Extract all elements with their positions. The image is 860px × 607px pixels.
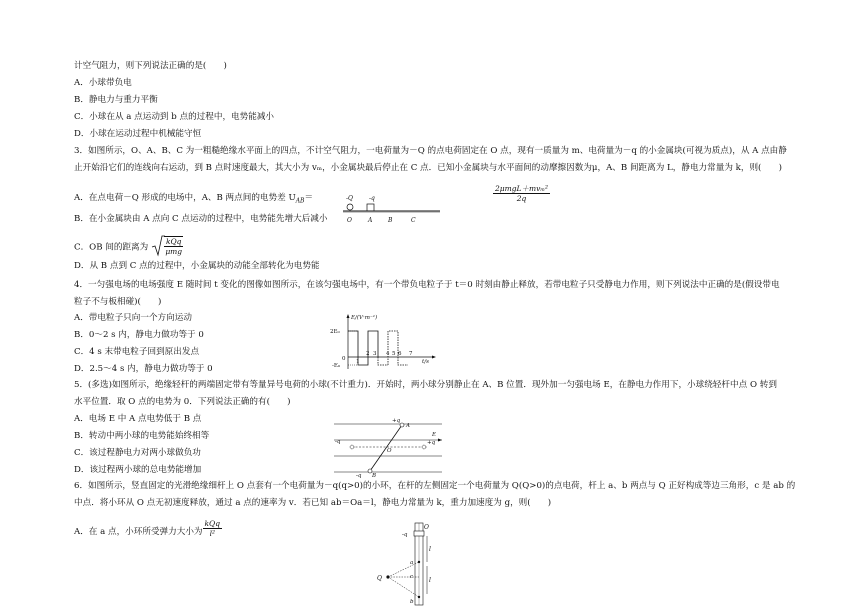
svg-text:2: 2: [366, 351, 370, 357]
svg-text:5: 5: [392, 351, 396, 357]
q4-option-c: C．4 s 末带电粒子回到原出发点: [74, 347, 200, 357]
q5-option-a: A．电场 E 中 A 点电势低于 B 点: [74, 414, 202, 424]
q4-option-d: D．2.5～4 s 内，静电力做功等于 0: [74, 364, 213, 374]
sqrt-icon: [151, 235, 165, 257]
question-4-stem: 4．一匀强电场的电场强度 E 随时间 t 变化的图像如图所示，在该匀强电场中，有一个带负电粒子于 t＝0 时刻由静止释放，若带电粒子只受静电力作用，则下列说法中正确的是(假设带电: [74, 280, 780, 290]
q6-figure: [372, 520, 442, 606]
question-4-stem-cont: 粒子不与板相碰)( ): [74, 297, 162, 307]
svg-text:E: E: [432, 432, 437, 438]
svg-text:B: B: [388, 217, 393, 224]
svg-text:b: b: [410, 599, 414, 605]
question-5-stem: 5．(多选)如图所示，绝缘轻杆的两端固定带有等量异号电荷的小球(不计重力)．开始时，两小球分别静止在 A、B 位置．现外加一匀强电场 E，在静电力作用下，小球绕轻杆中点 O 转到: [74, 380, 777, 390]
svg-text:1: 1: [356, 359, 360, 365]
svg-text:-q: -q: [356, 473, 362, 479]
q3-option-a-fraction: $\frac{\text{2μmgL＋mvₘ²}}{2q}$: [495, 184, 548, 203]
svg-text:E/(V·m⁻¹): E/(V·m⁻¹): [351, 315, 378, 321]
q4-option-b: B．0～2 s 内，静电力做功等于 0: [74, 330, 204, 340]
option-b: B．静电力与重力平衡: [74, 95, 158, 105]
question-3-stem-cont: 止开始沿它们的连线向右运动，到 B 点时速度最大，其大小为 vₘ，小金属块最后停止在 C 点．已知小金属块与水平面间的动摩擦因数为μ，A、B 间距离为 L，静电力常量为 k，则( ): [74, 163, 782, 173]
svg-text:6: 6: [398, 351, 402, 357]
q5-option-c: C．该过程静电力对两小球做负功: [74, 448, 201, 458]
svg-text:t/s: t/s: [422, 359, 429, 365]
option-d: D．小球在运动过程中机械能守恒: [74, 129, 202, 139]
q5-option-d: D．该过程两小球的总电势能增加: [74, 465, 202, 475]
svg-text:a: a: [410, 560, 414, 566]
svg-text:O: O: [347, 217, 352, 224]
svg-text:-q: -q: [402, 532, 408, 538]
svg-text:A: A: [406, 423, 410, 429]
question-5-stem-cont: 水平位置．取 O 点的电势为 0．下列说法正确的有( ): [74, 397, 291, 407]
q3-option-b: B．在小金属块由 A 点向 C 点运动的过程中，电势能先增大后减小: [74, 214, 328, 224]
q5-option-b: B．转动中两小球的电势能始终相等: [74, 431, 210, 441]
svg-text:l: l: [429, 577, 431, 584]
svg-text:Q: Q: [377, 575, 382, 582]
q6-option-a: A．在 a 点，小环所受弹力大小为 $\frac{\text{kQq}}{\text{l²}}$: [74, 519, 221, 538]
svg-text:0: 0: [342, 356, 346, 362]
question-3-stem: 3．如图所示，O、A、B、C 为一粗糙绝缘水平面上的四点，不计空气阻力，一电荷量为－Q 的点电荷固定在 O 点，现有一质量为 m、电荷量为－q 的小金属块(可视为质点)，从 A 点由静: [74, 146, 787, 156]
q3-option-d: D．从 B 点到 C 点的过程中，小金属块的动能全部转化为电势能: [74, 261, 320, 271]
q3-option-c: C．OB 间的距离为 $\frac{\text{kQq}}{\text{μmg}}$: [74, 237, 183, 256]
svg-text:-q: -q: [335, 439, 341, 445]
q3-figure: [340, 192, 445, 224]
q3-option-a: A．在点电荷－Q 形成的电场中，A、B 两点间的电势差 $U_{AB}=$: [74, 193, 314, 205]
svg-text:l: l: [429, 546, 431, 553]
svg-text:B: B: [372, 473, 377, 479]
svg-text:A: A: [368, 217, 373, 224]
svg-text:7: 7: [409, 351, 413, 357]
question-6-stem: 6．如图所示，竖直固定的光滑绝缘细杆上 O 点套有一个电荷量为－q(q>0)的小环，在杆的左侧固定一个电荷量为 Q(Q>0)的点电荷，杆上 a、b 两点与 Q 正好构成等边三角形，c 是 ab 的: [74, 481, 796, 491]
svg-text:3: 3: [373, 351, 377, 357]
svg-text:+q: +q: [392, 418, 401, 424]
svg-text:-q: -q: [369, 195, 375, 202]
svg-text:O: O: [424, 524, 429, 531]
svg-text:4: 4: [386, 351, 390, 357]
svg-text:c: c: [410, 574, 414, 580]
q4-figure: [326, 313, 436, 371]
svg-text:+q: +q: [427, 440, 436, 446]
question-6-stem-cont: 中点．将小环从 O 点无初速度释放，通过 a 点的速率为 v．若已知 ab＝Oa＝l，静电力常量为 k，重力加速度为 g，则( ): [74, 498, 552, 508]
svg-text:-E₀: -E₀: [332, 363, 341, 369]
question-text: 计空气阻力，则下列说法正确的是( ): [74, 61, 227, 71]
q5-figure: [332, 416, 444, 480]
option-c: C．小球在从 a 点运动到 b 点的过程中，电势能减小: [74, 112, 275, 122]
option-a: A．小球带负电: [74, 78, 132, 88]
svg-text:O: O: [387, 448, 392, 454]
svg-text:-Q: -Q: [346, 195, 353, 202]
q4-option-a: A．带电粒子只向一个方向运动: [74, 313, 192, 323]
svg-text:C: C: [411, 217, 416, 224]
svg-text:2E₀: 2E₀: [330, 329, 340, 335]
